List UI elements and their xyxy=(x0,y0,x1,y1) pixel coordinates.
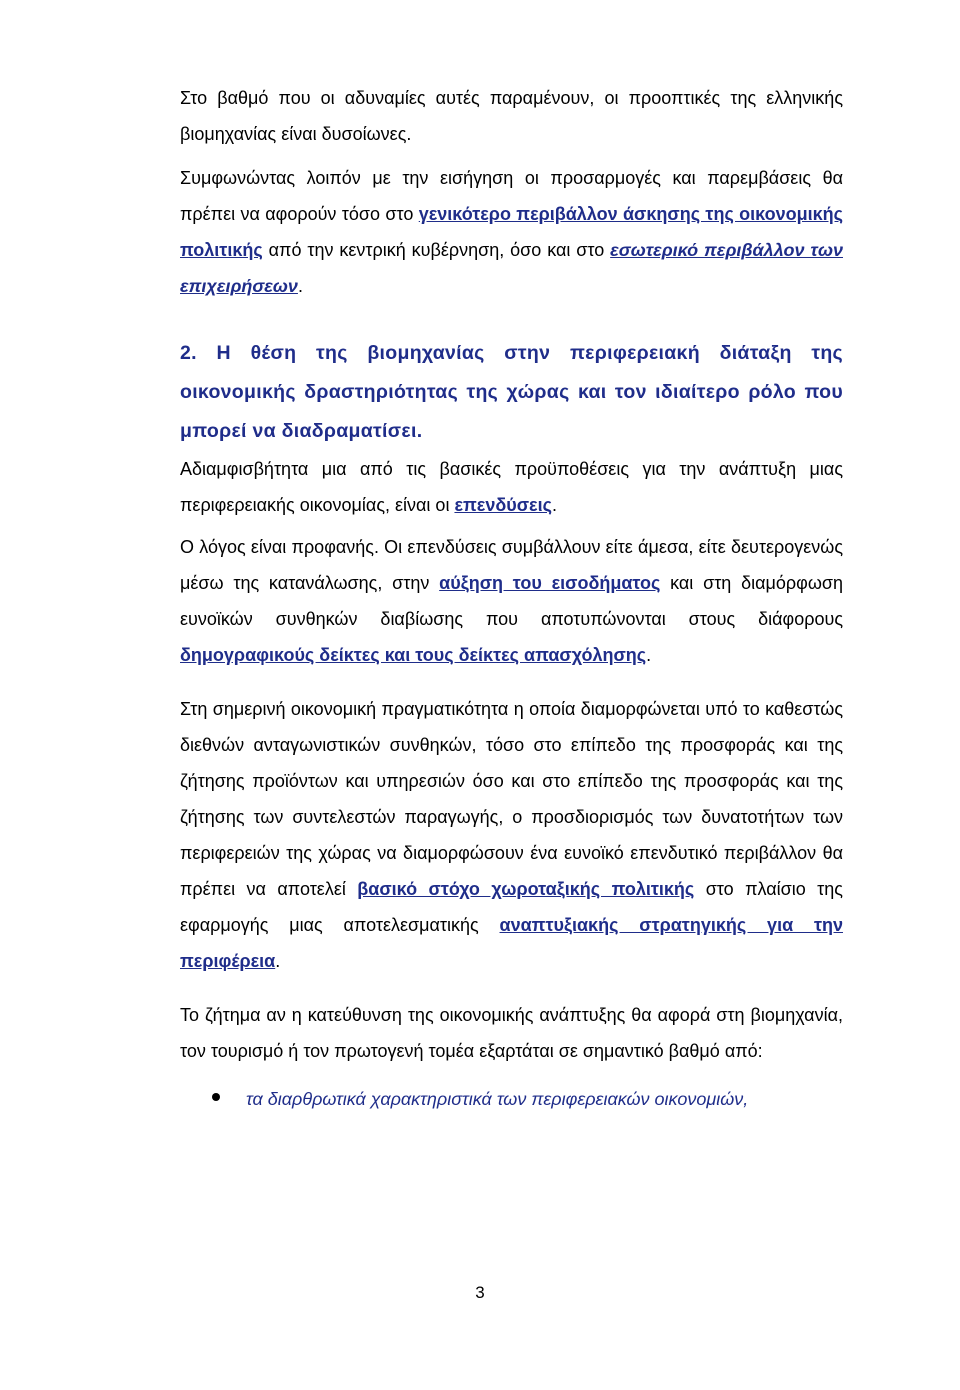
link-development-strategy[interactable]: αναπτυξιακής στρατηγικής για την περιφέρεια xyxy=(180,915,843,971)
link-general-environment[interactable]: γενικότερο περιβάλλον άσκησης της οικονομικής πολιτικής xyxy=(180,204,844,260)
paragraph-text: . xyxy=(297,276,303,296)
link-demographic-indicators[interactable]: δημογραφικούς δείκτες και τους δείκτες απασχόλησης xyxy=(180,645,647,665)
paragraph-text: Αδιαμφισβήτητα μια από τις βασικές προϋποθέσεις για την ανάπτυξη μιας περιφερειακής οικονομίας, είναι οι xyxy=(180,459,843,515)
paragraph-text: στο πλαίσιο της εφαρμογής μιας αποτελεσματικής xyxy=(180,879,843,935)
paragraph-current-reality xyxy=(180,691,843,979)
paragraph-text: Στη σημερινή οικονομική πραγματικότητα η οποία διαμορφώνεται υπό το καθεστώς διεθνών ανταγωνιστικών συνθηκών, τόσο στο επίπεδο της προσφοράς και της ζήτησης προϊόντων και υπηρεσιών όσο και στο επίπεδο της προσφοράς και της ζήτησης των συντελεστών παραγωγής, ο προσδιορισμός των δυνατοτήτων των περιφερειών της χώρας να διαμορφώσουν ένα ευνοϊκό επενδυτικό περιβάλλον θα πρέπει να αποτελεί xyxy=(180,699,843,899)
paragraph-text: . xyxy=(646,645,652,665)
paragraph-outlook xyxy=(180,80,843,152)
link-spatial-policy[interactable]: βασικό στόχο χωροταξικής πολιτικής xyxy=(357,879,695,899)
paragraph-text: . xyxy=(551,495,557,515)
bullet-text: τα διαρθρωτικά χαρακτηριστικά των περιφερειακών οικονομιών, xyxy=(246,1089,749,1109)
paragraph-direction xyxy=(180,997,843,1069)
link-investments[interactable]: επενδύσεις xyxy=(454,495,552,515)
paragraph-text: από την κεντρική κυβέρνηση, όσο και στο xyxy=(262,240,611,260)
link-income-increase[interactable]: αύξηση του εισοδήματος xyxy=(439,573,661,593)
paragraph-interventions xyxy=(180,160,843,304)
link-internal-environment[interactable]: εσωτερικό περιβάλλον των επιχειρήσεων xyxy=(180,240,843,296)
bullet-item xyxy=(180,1081,843,1117)
paragraph-text: Το ζήτημα αν η κατεύθυνση της οικονομικής ανάπτυξης θα αφορά στη βιομηχανία, τον τουρισμό ή τον πρωτογενή τομέα εξαρτάται σε σημαντικό βαθμό από: xyxy=(180,1005,843,1061)
paragraph-text: Στο βαθμό που οι αδυναμίες αυτές παραμένουν, οι προοπτικές της ελληνικής βιομηχανίας είναι δυσοίωνες. xyxy=(180,88,843,144)
paragraph-text: Ο λόγος είναι προφανής. Οι επενδύσεις συμβάλλουν είτε άμεσα, είτε δευτερογενώς μέσω της κατανάλωσης, στην xyxy=(180,537,843,593)
paragraph-text: . xyxy=(275,951,281,971)
paragraph-investments xyxy=(180,451,843,523)
document-body xyxy=(180,80,843,1117)
page-number: 3 xyxy=(475,1283,485,1302)
paragraph-text: Συμφωνώντας λοιπόν με την εισήγηση οι προσαρμογές και παρεμβάσεις θα πρέπει να αφορούν τόσο στο xyxy=(180,168,843,224)
section-heading-text: 2. Η θέση της βιομηχανίας στην περιφερειακή διάταξη της οικονομικής δραστηριότητας της χώρας και τον ιδιαίτερο ρόλο που μπορεί να διαδραματίσει. xyxy=(180,342,843,442)
paragraph-text: και στη διαμόρφωση ευνοϊκών συνθηκών διαβίωσης που αποτυπώνονται στους διάφορους xyxy=(180,573,843,629)
section-heading xyxy=(180,334,843,451)
paragraph-reason xyxy=(180,529,843,673)
bullet-icon xyxy=(212,1093,220,1101)
